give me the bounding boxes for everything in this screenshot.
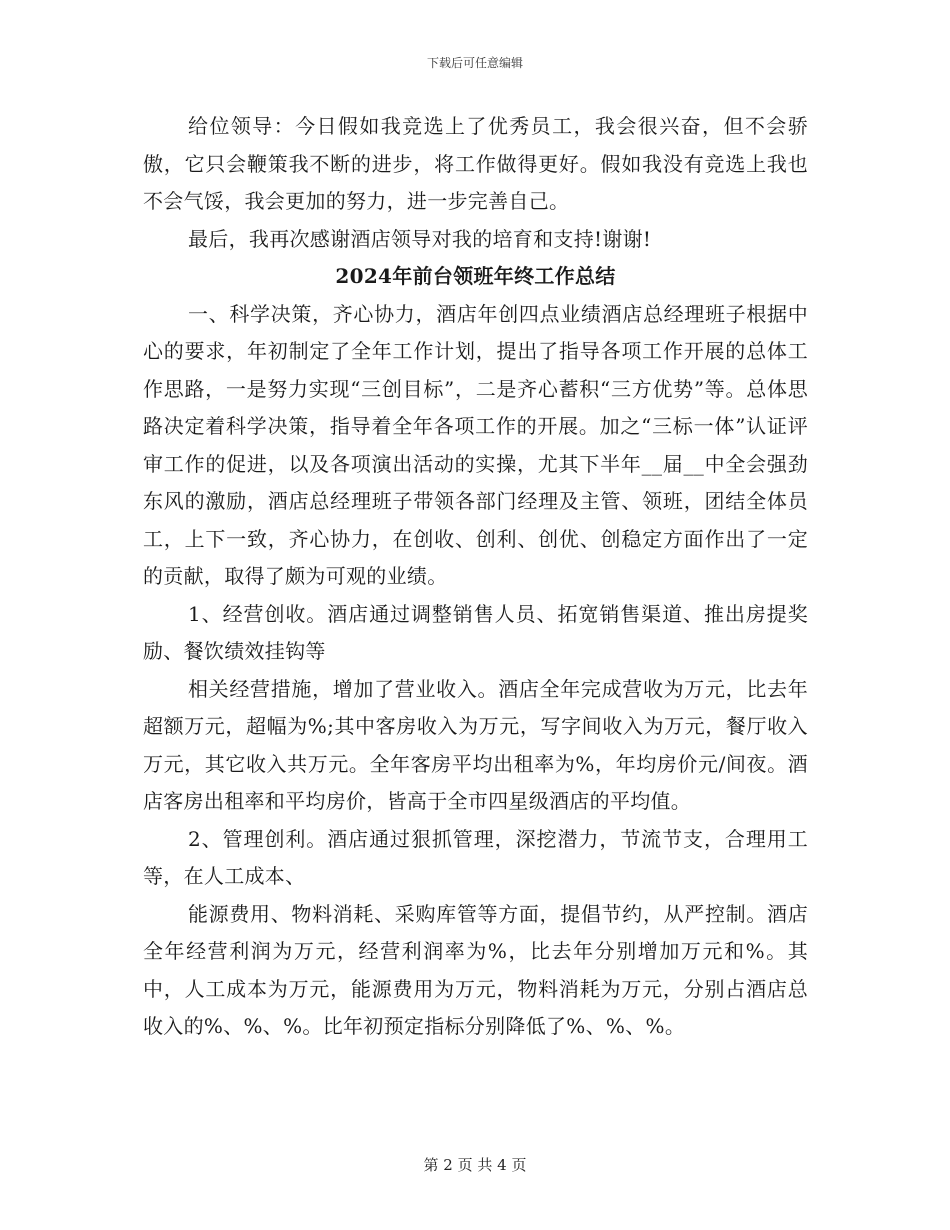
paragraph-business-revenue: 1、经营创收。酒店通过调整销售人员、拓宽销售渠道、推出房提奖励、餐饮绩效挂钩等: [143, 601, 808, 663]
document-body: [143, 108, 808, 1046]
section-title: 2024年前台领班年终工作总结: [335, 264, 616, 288]
page-header: 下载后可任意编辑: [426, 56, 523, 70]
paragraph-revenue-details: 相关经营措施，增加了营业收入。酒店全年完成营收为万元，比去年超额万元，超幅为%;其中客房收入为万元，写字间收入为万元，餐厅收入万元，其它收入共万元。全年客房平均出租率为%，年均房价元/间夜。酒店客房出租率和平均房价，皆高于全市四星级酒店的平均值。: [143, 676, 808, 813]
page-number: 第 2 页 共 4 页: [423, 1156, 527, 1174]
paragraph-thanks: 最后，我再次感谢酒店领导对我的培育和支持!谢谢!: [188, 226, 652, 251]
paragraph-cost-control: 能源费用、物料消耗、采购库管等方面，提倡节约，从严控制。酒店全年经营利润为万元，经营利润率为%，比去年分别增加万元和%。其中，人工成本为万元，能源费用为万元，物料消耗为万元，分别占酒店总收入的%、%、%。比年初预定指标分别降低了%、%、%。: [143, 901, 808, 1038]
paragraph-scientific-decision: 一、科学决策，齐心协力，酒店年创四点业绩酒店总经理班子根据中心的要求，年初制定了全年工作计划，提出了指导各项工作开展的总体工作思路，一是努力实现“三创目标”，二是齐心蓄积“三方优势”等。总体思路决定着科学决策，指导着全年各项工作的开展。加之“三标一体”认证评审工作的促进，以及各项演出活动的实操，尤其下半年__届__中全会强劲东风的激励，酒店总经理班子带领各部门经理及主管、领班，团结全体员工，上下一致，齐心协力，在创收、创利、创优、创稳定方面作出了一定的贡献，取得了颇为可观的业绩。: [143, 301, 808, 588]
paragraph-closing-remarks: 给位领导：今日假如我竞选上了优秀员工，我会很兴奋，但不会骄傲，它只会鞭策我不断的进步，将工作做得更好。假如我没有竞选上我也不会气馁，我会更加的努力，进一步完善自己。: [143, 114, 808, 213]
paragraph-management-profit: 2、管理创利。酒店通过狠抓管理，深挖潜力，节流节支，合理用工等，在人工成本、: [143, 826, 808, 888]
